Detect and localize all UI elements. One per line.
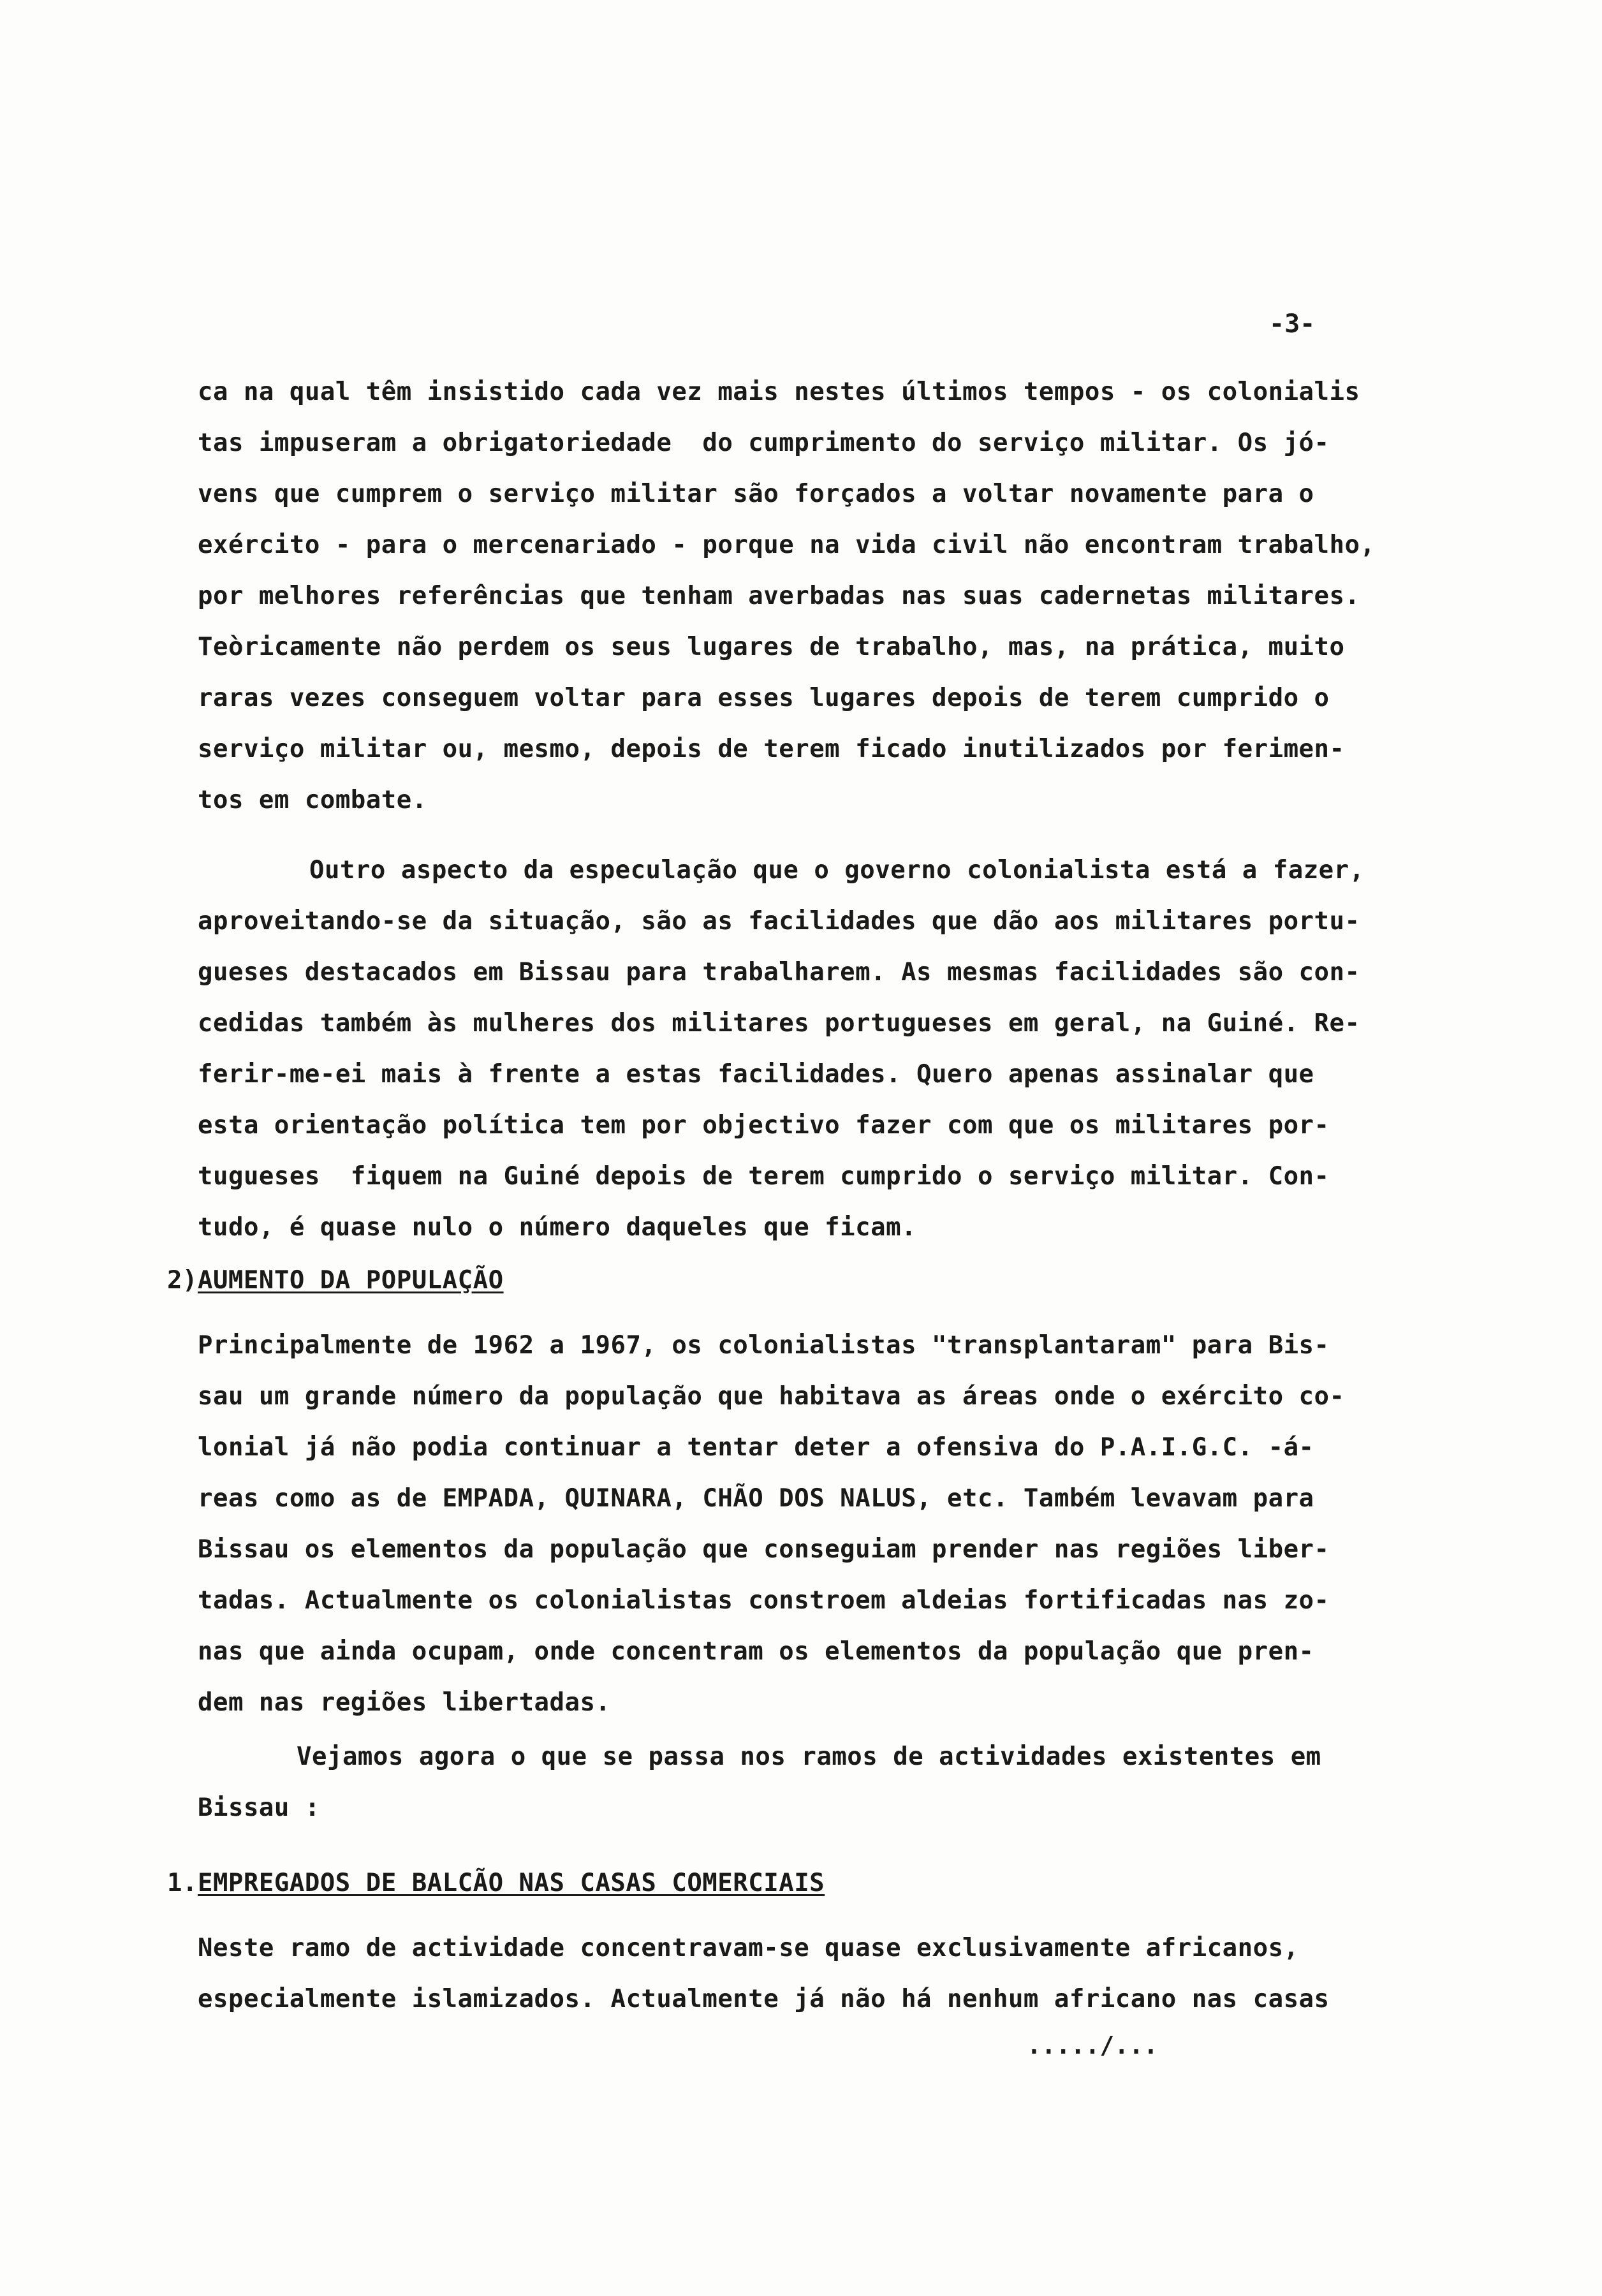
paragraph-5-line-1: Neste ramo de actividade concentravam-se quase exclusivamente africanos,: [198, 1934, 1299, 1962]
paragraph-2-line-3: gueses destacados em Bissau para trabalharem. As mesmas facilidades são con-: [198, 958, 1360, 987]
paragraph-1-line-8: serviço militar ou, mesmo, depois de terem ficado inutilizados por ferimen-: [198, 735, 1345, 763]
paragraph-1-line-3: vens que cumprem o serviço militar são forçados a voltar novamente para o: [198, 480, 1314, 508]
page-number: -3-: [1269, 309, 1316, 339]
paragraph-2-line-6: esta orientação política tem por objectivo fazer com que os militares por-: [198, 1111, 1330, 1140]
paragraph-2-line-7: tugueses fiquem na Guiné depois de terem cumprido o serviço militar. Con-: [198, 1162, 1330, 1191]
paragraph-3-line-6: tadas. Actualmente os colonialistas constroem aldeias fortificadas nas zo-: [198, 1586, 1330, 1615]
paragraph-1-line-1: ca na qual têm insistido cada vez mais nestes últimos tempos - os colonialis: [198, 378, 1360, 406]
paragraph-1-line-7: raras vezes conseguem voltar para esses lugares depois de terem cumprido o: [198, 684, 1330, 712]
section-1-title: EMPREGADOS DE BALCÃO NAS CASAS COMERCIAIS: [197, 1869, 825, 1897]
paragraph-2-line-1: Outro aspecto da especulação que o governo colonialista está a fazer,: [309, 856, 1365, 885]
paragraph-1-line-4: exército - para o mercenariado - porque na vida civil não encontram trabalho,: [198, 531, 1376, 559]
paragraph-4-line-1: Vejamos agora o que se passa nos ramos de actividades existentes em: [297, 1742, 1321, 1771]
paragraph-1-line-6: Teòricamente não perdem os seus lugares de trabalho, mas, na prática, muito: [198, 633, 1345, 661]
paragraph-5-line-2: especialmente islamizados. Actualmente já não há nenhum africano nas casas: [198, 1985, 1330, 2013]
section-2-heading: [167, 1266, 504, 1295]
paragraph-3-line-4: reas como as de EMPADA, QUINARA, CHÃO DOS NALUS, etc. Também levavam para: [198, 1484, 1314, 1513]
paragraph-2-line-8: tudo, é quase nulo o número daqueles que ficam.: [198, 1213, 917, 1242]
paragraph-1-line-2: tas impuseram a obrigatoriedade do cumprimento do serviço militar. Os jó-: [198, 429, 1330, 457]
paragraph-2-line-5: ferir-me-ei mais à frente a estas facilidades. Quero apenas assinalar que: [198, 1060, 1314, 1089]
paragraph-1-line-5: por melhores referências que tenham averbadas nas suas cadernetas militares.: [198, 582, 1360, 610]
paragraph-3-line-3: lonial já não podia continuar a tentar deter a ofensiva do P.A.I.G.C. -á-: [198, 1433, 1314, 1462]
paragraph-4-line-2: Bissau :: [198, 1793, 320, 1822]
paragraph-3-line-1: Principalmente de 1962 a 1967, os colonialistas "transplantaram" para Bis-: [198, 1331, 1330, 1360]
paragraph-2-line-4: cedidas também às mulheres dos militares portugueses em geral, na Guiné. Re-: [198, 1009, 1360, 1038]
paragraph-3-line-2: sau um grande número da população que habitava as áreas onde o exército co-: [198, 1382, 1345, 1411]
section-1-heading: [167, 1869, 825, 1897]
continuation-mark: ...../...: [1027, 2031, 1158, 2059]
paragraph-2-line-2: aproveitando-se da situação, são as facilidades que dão aos militares portu-: [198, 907, 1360, 936]
section-2-prefix: 2): [167, 1266, 198, 1295]
paragraph-3-line-5: Bissau os elementos da população que conseguiam prender nas regiões liber-: [198, 1535, 1330, 1564]
paragraph-1-line-9: tos em combate.: [198, 786, 427, 814]
section-2-title: AUMENTO DA POPULAÇÃO: [197, 1266, 504, 1295]
section-1-prefix: 1.: [167, 1869, 198, 1897]
paragraph-3-line-8: dem nas regiões libertadas.: [198, 1688, 611, 1717]
paragraph-3-line-7: nas que ainda ocupam, onde concentram os elementos da população que pren-: [198, 1637, 1314, 1666]
